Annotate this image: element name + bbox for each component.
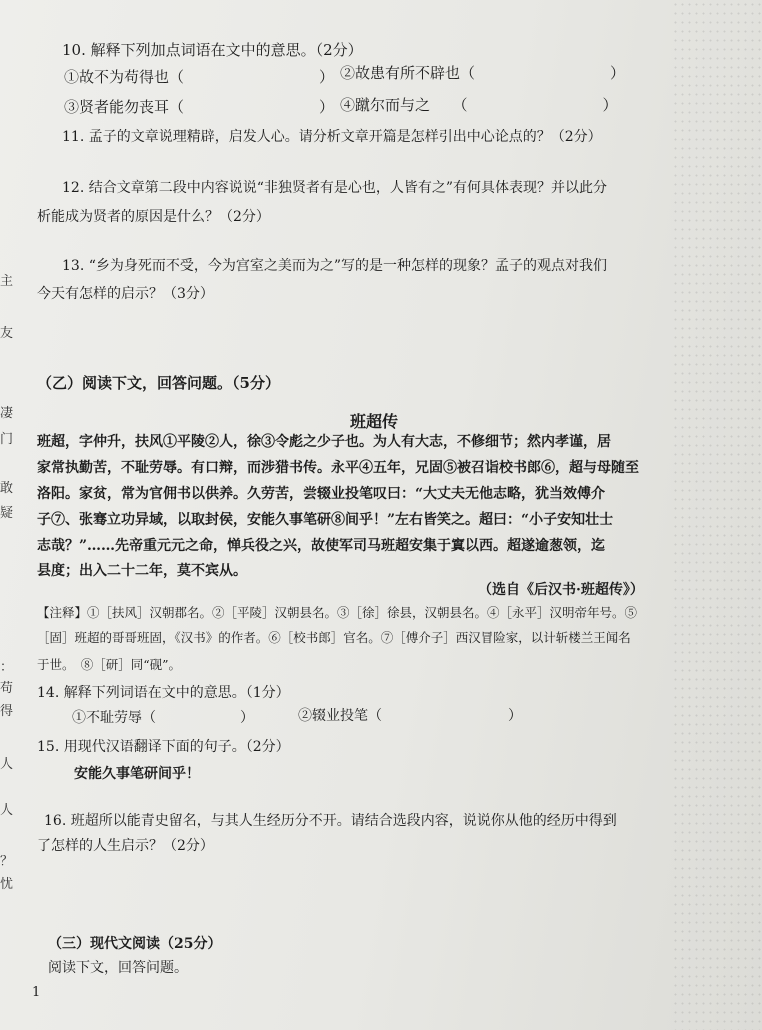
margin-char: 人 xyxy=(0,803,14,818)
q13-line-2: 今天有怎样的启示？（3分） xyxy=(37,286,214,302)
margin-char: 友 xyxy=(0,326,14,341)
passage-line: 洛阳。家贫，常为官佣书以供养。久劳苦，尝辍业投笔叹曰：“大丈夫无他志略，犹当效傅介 xyxy=(37,486,606,502)
margin-char: ？ xyxy=(0,854,14,869)
q12-line-2: 析能成为贤者的原因是什么？（2分） xyxy=(37,209,270,225)
margin-char: 门 xyxy=(0,432,14,447)
margin-char: 敢 xyxy=(0,481,14,496)
q10-item-1: ①故不为苟得也（ ） xyxy=(64,68,335,86)
q10-item-4: ④蹴尔而与之 （ ） xyxy=(340,96,618,114)
q14-stem: 14. 解释下列词语在文中的意思。（1分） xyxy=(37,685,290,701)
passage-line: 班超，字仲升，扶风①平陵②人，徐③令彪之少子也。为人有大志，不修细节；然内孝谨，居 xyxy=(37,434,611,450)
passage-line: 子⑦、张骞立功异域，以取封侯，安能久事笔研⑧间乎！”左右皆笑之。超曰：“小子安知壮士 xyxy=(37,512,614,528)
margin-char: ： xyxy=(0,660,14,675)
passage-title: 班超传 xyxy=(350,412,399,431)
margin-char: 疑 xyxy=(0,506,14,521)
notes-line-1: 【注释】①［扶风］汉朝郡名。②［平陵］汉朝县名。③［徐］徐县，汉朝县名。④［永平］汉明帝年号。⑤ xyxy=(37,605,638,620)
q10-stem: 10. 解释下列加点词语在文中的意思。（2分） xyxy=(62,41,363,59)
passage-line: 志哉？”……先帝重元元之命，惮兵役之兴，故使军司马班超安集于窴以西。超遂逾葱领，迄 xyxy=(37,538,606,554)
q12-line-1: 12. 结合文章第二段中内容说说“非独贤者有是心也，人皆有之”有何具体表现？并以此分 xyxy=(62,180,608,196)
margin-char: 主 xyxy=(0,274,14,289)
section-3-instruction: 阅读下文，回答问题。 xyxy=(48,960,188,976)
q10-item-3: ③贤者能勿丧耳（ ） xyxy=(64,98,335,116)
q11: 11. 孟子的文章说理精辟，启发人心。请分析文章开篇是怎样引出中心论点的？（2分） xyxy=(62,129,602,145)
q13-line-1: 13. “乡为身死而不受，今为宫室之美而为之”写的是一种怎样的现象？孟子的观点对我们 xyxy=(62,258,608,274)
q14-item-2: ②辍业投笔（ ） xyxy=(298,708,522,724)
margin-char: 得 xyxy=(0,704,14,719)
q10-item-2: ②故患有所不辟也（ ） xyxy=(340,64,626,82)
margin-char: 人 xyxy=(0,757,14,772)
scan-noise xyxy=(672,0,762,1030)
q15-sentence: 安能久事笔研间乎！ xyxy=(74,766,200,782)
q14-item-1: ①不耻劳辱（ ） xyxy=(72,710,254,726)
margin-char: 苟 xyxy=(0,681,14,696)
section-b-heading: （乙）阅读下文，回答问题。（5分） xyxy=(37,374,280,392)
passage-source: （选自《后汉书·班超传》） xyxy=(478,582,644,598)
page-number: 1 xyxy=(32,985,41,1000)
margin-char: 忧 xyxy=(0,877,14,892)
q16-line-1: 16. 班超所以能青史留名，与其人生经历分不开。请结合选段内容，说说你从他的经历中得到 xyxy=(44,813,617,829)
notes-line-3: 于世。 ⑧［研］同“砚”。 xyxy=(37,657,182,672)
section-3-heading: （三）现代文阅读（25分） xyxy=(48,936,222,952)
notes-line-2: ［固］班超的哥哥班固，《汉书》的作者。⑥［校书郎］官名。⑦［傅介子］西汉冒险家，以计斩楼兰王闻名 xyxy=(37,630,631,645)
q15-stem: 15. 用现代汉语翻译下面的句子。（2分） xyxy=(37,739,290,755)
passage-line: 家常执勤苦，不耻劳辱。有口辩，而涉猎书传。永平④五年，兄固⑤被召诣校书郎⑥，超与母随至 xyxy=(37,460,639,476)
q16-line-2: 了怎样的人生启示？（2分） xyxy=(37,838,214,854)
margin-char: 凄 xyxy=(0,406,14,421)
passage-line: 县度；出入二十二年，莫不宾从。 xyxy=(37,563,247,579)
